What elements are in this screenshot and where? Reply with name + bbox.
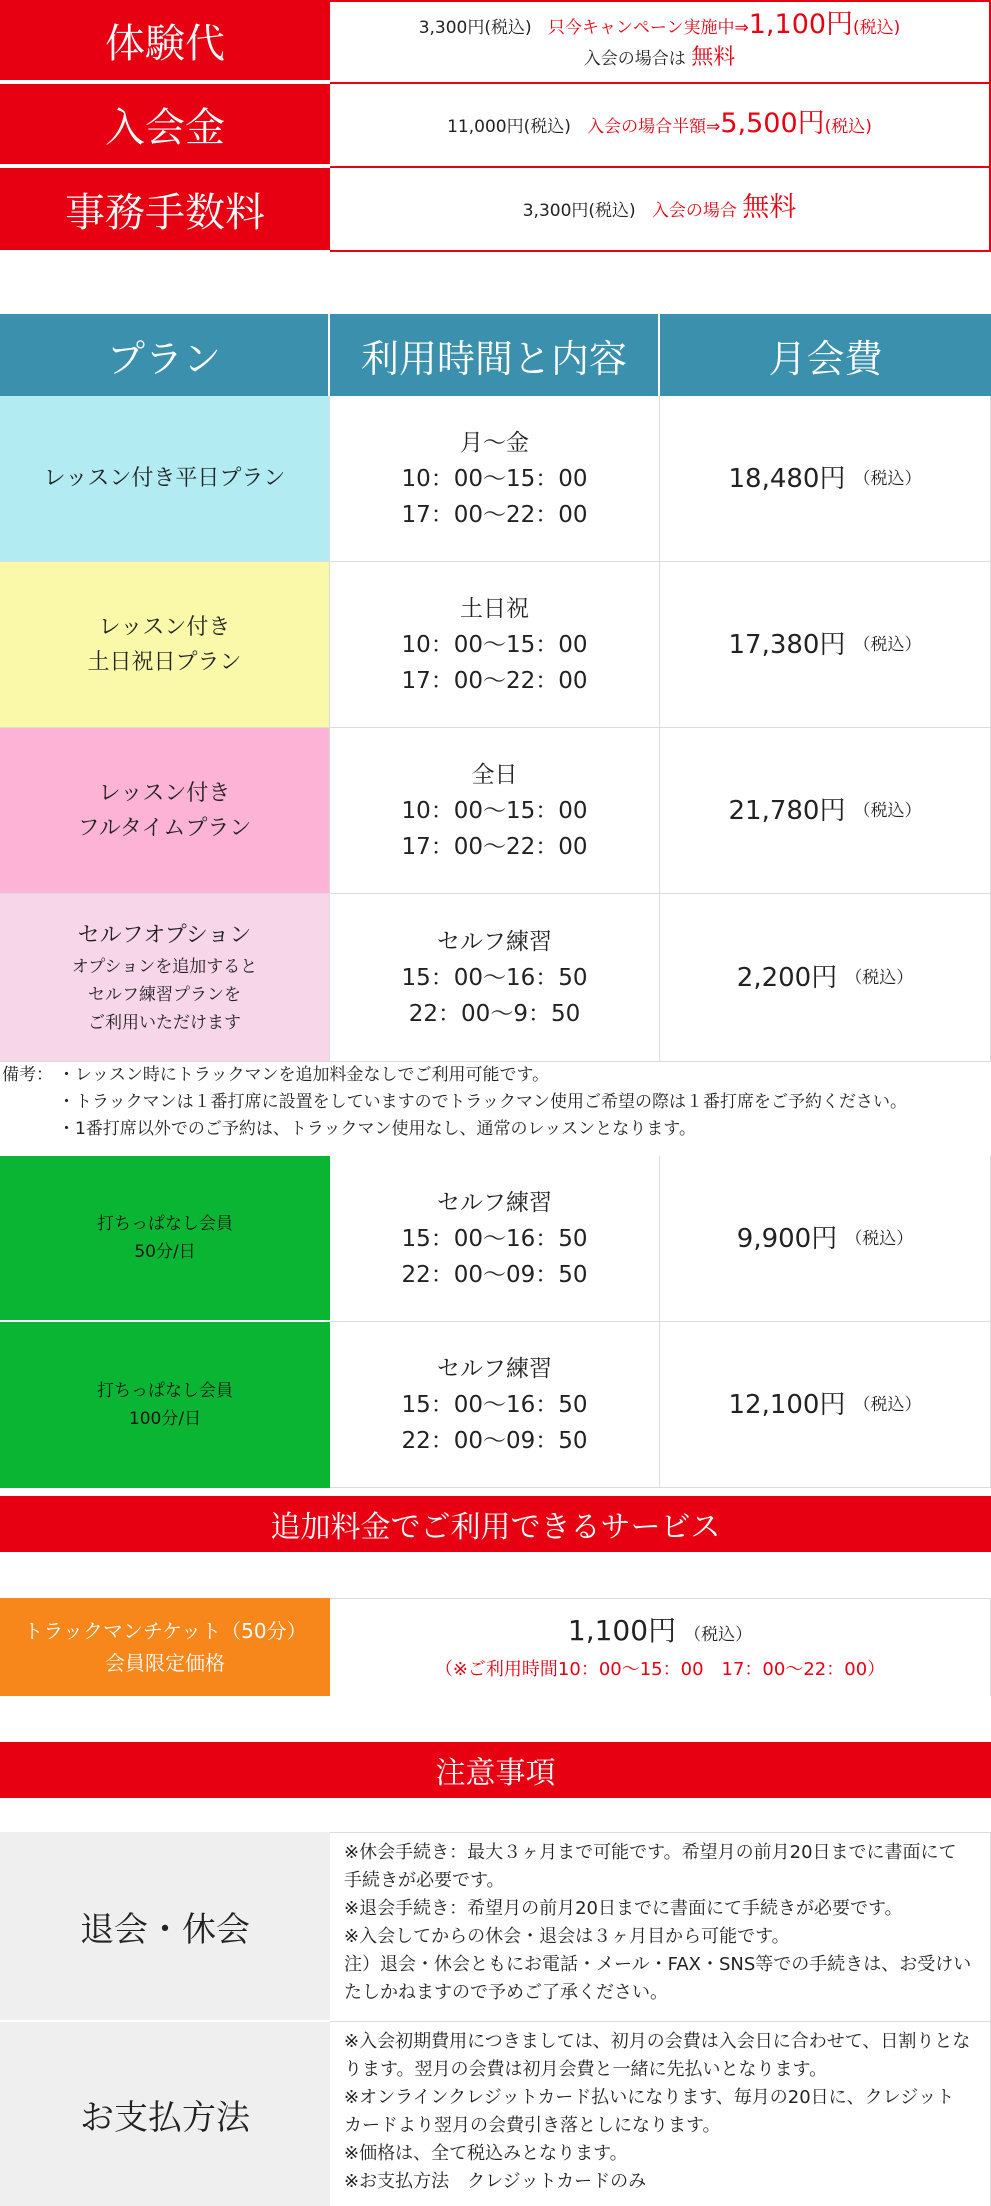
- notes: [0, 1062, 991, 1142]
- notes-prefix: 備考：: [2, 1065, 53, 1085]
- plan-name-fulltime: レッスン付き フルタイムプラン: [0, 728, 330, 894]
- membership-name-50: 打ちっぱなし会員 50分/日: [0, 1156, 330, 1322]
- plan-hours-holiday: 土日祝 10：00～15：00 17：00～22：00: [330, 562, 660, 728]
- caution-label-withdrawal: 退会・休会: [0, 1832, 330, 2022]
- caution-text-payment: ※入会初期費用につきましては、初月の会費は入会日に合わせて、日割りとな ります。翌月の会費は初月会費と一緒に先払いとなります。 ※オンラインクレジットカード払いになります、毎月の20日に、クレジット カードより翌月の会費引き落としになります。 ※価格は、全て税込みとなります。 ※お支払方法 クレジットカードのみ: [330, 2022, 991, 2206]
- ticket-price: 1,100円 （税込） （※ご利用時間10：00～15：00 17：00～22：00）: [330, 1598, 991, 1696]
- notes-line: ・1番打席以外でのご予約は、トラックマン使用なし、通常のレッスンとなります。: [58, 1119, 696, 1139]
- fee-value-trial: 3,300円(税込) 只今キャンペーン実施中⇒1,100円(税込) 入会の場合は 無料: [330, 0, 991, 84]
- notes-line: ・レッスン時にトラックマンを追加料金なしでご利用可能です。: [58, 1065, 550, 1085]
- plan-hours-weekday: 月～金 10：00～15：00 17：00～22：00: [330, 396, 660, 562]
- ticket-label: トラックマンチケット（50分） 会員限定価格: [0, 1598, 330, 1696]
- cautions-title: 注意事項: [0, 1742, 991, 1798]
- plan-hours-self-option: セルフ練習 15：00～16：50 22：00～9：50: [330, 894, 660, 1062]
- plan-header-plan: プラン: [0, 314, 330, 396]
- plan-header-hours: 利用時間と内容: [330, 314, 660, 396]
- membership-hours-100: セルフ練習 15：00～16：50 22：00～09：50: [330, 1322, 660, 1488]
- plan-price-fulltime: 21,780円 （税込）: [660, 728, 991, 894]
- plan-header-fee: 月会費: [660, 314, 991, 396]
- caution-text-withdrawal: ※休会手続き：最大３ヶ月まで可能です。希望月の前月20日までに書面にて 手続きが必要です。 ※退会手続き：希望月の前月20日までに書面にて手続きが必要です。 ※入会してからの休会・退会は３ヶ月目から可能です。 注）退会・休会ともにお電話・メール・FAX・SNS等での手続きは、お受けい たしかねますので予めご了承ください。: [330, 1832, 991, 2022]
- plan-name-self-option: セルフオプション オプションを追加すると セルフ練習プランを ご利用いただけます: [0, 894, 330, 1062]
- fee-value-admission: 11,000円(税込) 入会の場合半額⇒5,500円(税込): [330, 84, 991, 168]
- fee-value-handling: 3,300円(税込) 入会の場合 無料: [330, 168, 991, 252]
- membership-name-100: 打ちっぱなし会員 100分/日: [0, 1322, 330, 1488]
- fee-label-admission: 入会金: [0, 84, 330, 166]
- membership-hours-50: セルフ練習 15：00～16：50 22：00～09：50: [330, 1156, 660, 1322]
- fee-label-trial: 体験代: [0, 0, 330, 82]
- plan-name-holiday: レッスン付き 土日祝日プラン: [0, 562, 330, 728]
- plan-name-weekday: レッスン付き平日プラン: [0, 396, 330, 562]
- membership-price-50: 9,900円 （税込）: [660, 1156, 991, 1322]
- plan-price-holiday: 17,380円 （税込）: [660, 562, 991, 728]
- plan-price-weekday: 18,480円 （税込）: [660, 396, 991, 562]
- plan-hours-fulltime: 全日 10：00～15：00 17：00～22：00: [330, 728, 660, 894]
- caution-label-payment: お支払方法: [0, 2022, 330, 2206]
- services-title: 追加料金でご利用できるサービス: [0, 1496, 991, 1552]
- notes-line: ・トラックマンは１番打席に設置をしていますのでトラックマン使用ご希望の際は１番打席をご予約ください。: [58, 1092, 907, 1112]
- plan-price-self-option: 2,200円 （税込）: [660, 894, 991, 1062]
- fee-label-handling: 事務手数料: [0, 168, 330, 250]
- membership-price-100: 12,100円 （税込）: [660, 1322, 991, 1488]
